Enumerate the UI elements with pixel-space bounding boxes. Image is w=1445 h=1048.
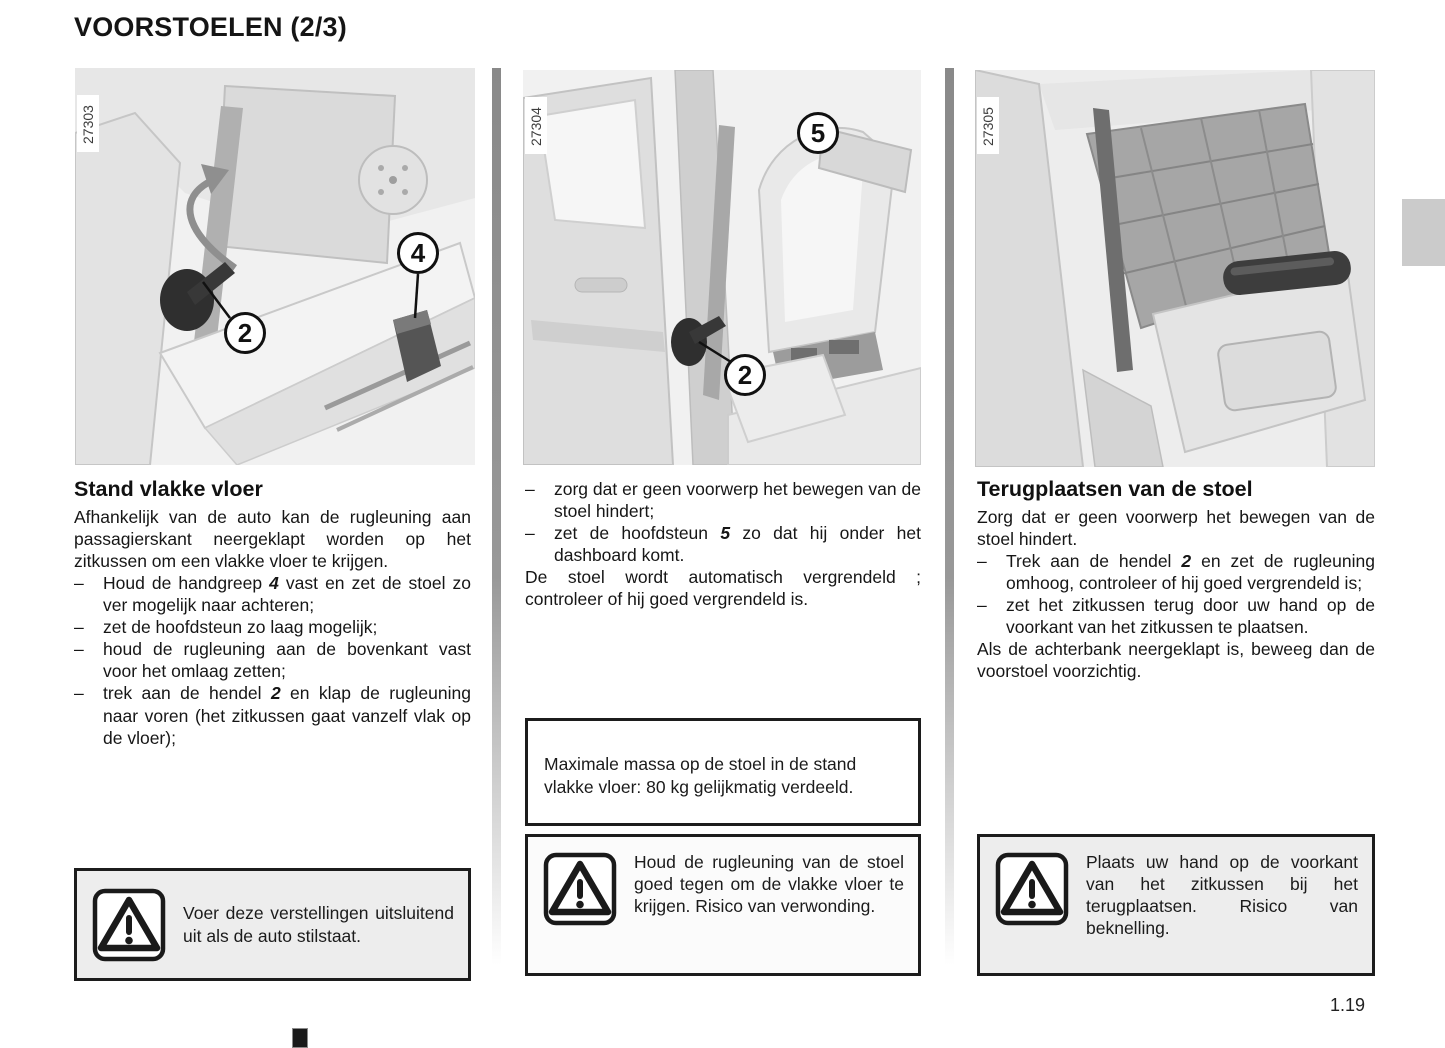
bullet-dash: – (525, 479, 535, 499)
page-title: VOORSTOELEN (2/3) (74, 12, 347, 42)
callout-number: 4 (410, 237, 426, 268)
bullet-dash: – (977, 595, 987, 616)
instruction-list (74, 572, 471, 748)
ref-number: 2 (1181, 551, 1192, 572)
bullet-text (103, 682, 471, 748)
callout-4 (397, 232, 439, 274)
text-pre: zet de hoofdsteun zo laag mogelijk; (103, 617, 378, 638)
list-item (525, 478, 921, 522)
column-divider (492, 68, 501, 993)
text-pre: zorg dat er geen voorwerp het bewegen van de stoel hindert; (554, 479, 921, 522)
figure-number: 27305 (977, 97, 999, 154)
bullet-dash: – (525, 523, 535, 544)
bullet-dash: – (74, 683, 84, 704)
paragraph: De stoel wordt automatisch vergrendeld ; controleer of hij goed vergrendeld is. (525, 567, 921, 610)
column-2 (525, 478, 921, 610)
warning-triangle-icon (994, 851, 1070, 927)
bullet-dash: – (74, 639, 84, 660)
text-post: vast en zet de stoel zo ver mogelijk naar achteren; (103, 573, 471, 616)
max-mass-note-box (525, 718, 921, 826)
column-1 (74, 476, 471, 749)
text-pre: Trek aan de hendel (1006, 551, 1182, 572)
warning-box (74, 868, 471, 981)
figure-seat-fold-side-view (75, 68, 475, 465)
ref-number: 4 (269, 573, 279, 594)
warning-text: Plaats uw hand op de voorkant van het zitkussen bij het terugplaatsen. Risico van beknelling. (1086, 852, 1358, 939)
bullet-text (1006, 594, 1375, 638)
ref-number: 2 (270, 683, 281, 704)
warning-box (977, 834, 1375, 976)
bullet-text (554, 522, 921, 566)
warning-box (525, 834, 921, 976)
bullet-text (103, 616, 471, 638)
section-heading: Stand vlakke vloer (74, 477, 263, 501)
warning-text: Houd de rugleuning van de stoel goed tegen om de vlakke vloer te krijgen. Risico van verwonding. (634, 852, 904, 917)
figure-seat-front-view (523, 70, 921, 465)
text-post: en klap de rugleuning naar voren (het zitkussen gaat vanzelf vlak op de vloer); (103, 683, 471, 748)
callout-2 (224, 312, 266, 354)
column-3 (977, 476, 1375, 682)
warning-triangle-icon (542, 851, 618, 927)
paragraph: Als de achterbank neergeklapt is, beweeg dan de voorstoel voorzichtig. (977, 639, 1375, 682)
bullet-text (554, 478, 921, 522)
ref-number: 5 (720, 523, 731, 544)
warning-triangle-icon (91, 887, 167, 963)
chapter-side-tab (1402, 199, 1445, 266)
bullet-dash: – (977, 551, 987, 572)
figure-number: 27303 (77, 95, 99, 152)
column-divider (945, 68, 954, 993)
list-item (525, 522, 921, 566)
bullet-text (103, 638, 471, 682)
warning-text: Voer deze verstellingen uitsluitend uit als de auto stilstaat. (183, 903, 454, 946)
seat-illustration (523, 70, 921, 465)
bullet-dash: – (74, 573, 84, 594)
text-pre: trek aan de hendel (103, 683, 271, 704)
text-pre: Houd de handgreep (103, 573, 270, 594)
text-post: zo dat hij onder het dashboard komt. (554, 523, 922, 566)
door-window (539, 100, 645, 228)
paragraph: Zorg dat er geen voorwerp het bewegen van de stoel hindert. (977, 507, 1375, 550)
release-knob (671, 318, 707, 366)
note-text: Maximale massa op de stoel in de stand vlakke vloer: 80 kg gelijkmatig verdeeld. (544, 754, 857, 797)
seat-underside-tray (1217, 331, 1337, 412)
list-item (74, 638, 471, 682)
bullet-text (1006, 550, 1375, 594)
text-pre: zet de hoofdsteun (554, 523, 721, 544)
bullet-dash: – (74, 617, 84, 638)
list-item (977, 594, 1375, 638)
text-pre: zet het zitkussen terug door uw hand op de voorkant van het zitkussen te plaatsen. (1006, 595, 1375, 638)
print-registration-marker (292, 1028, 308, 1048)
door-handle (575, 278, 627, 292)
figure-flat-floor-view (975, 70, 1375, 467)
bullet-text (103, 572, 471, 616)
list-item (74, 572, 471, 616)
text-post: en zet de rugleuning omhoog, controleer of hij goed vergrendeld is; (1006, 551, 1375, 594)
callout-number: 5 (810, 117, 826, 148)
callout-number: 2 (237, 317, 253, 348)
section-heading: Terugplaatsen van de stoel (977, 477, 1253, 501)
list-item (74, 682, 471, 748)
paragraph: Afhankelijk van de auto kan de rugleuning aan passagierskant neergeklapt worden op het zitkussen om een vlakke vloer te krijgen. (74, 507, 471, 572)
list-item (74, 616, 471, 638)
instruction-list (977, 550, 1375, 638)
callout-5 (797, 112, 839, 154)
instruction-list (525, 478, 921, 566)
seatback-highlight (781, 154, 863, 322)
seat-illustration (975, 70, 1375, 467)
callout-number: 2 (737, 359, 753, 390)
page-number: 1.19 (1330, 995, 1366, 1015)
callout-2 (724, 354, 766, 396)
list-item (977, 550, 1375, 594)
figure-number: 27304 (525, 97, 547, 154)
text-pre: houd de rugleuning aan de bovenkant vast voor het omlaag zetten; (103, 639, 471, 682)
